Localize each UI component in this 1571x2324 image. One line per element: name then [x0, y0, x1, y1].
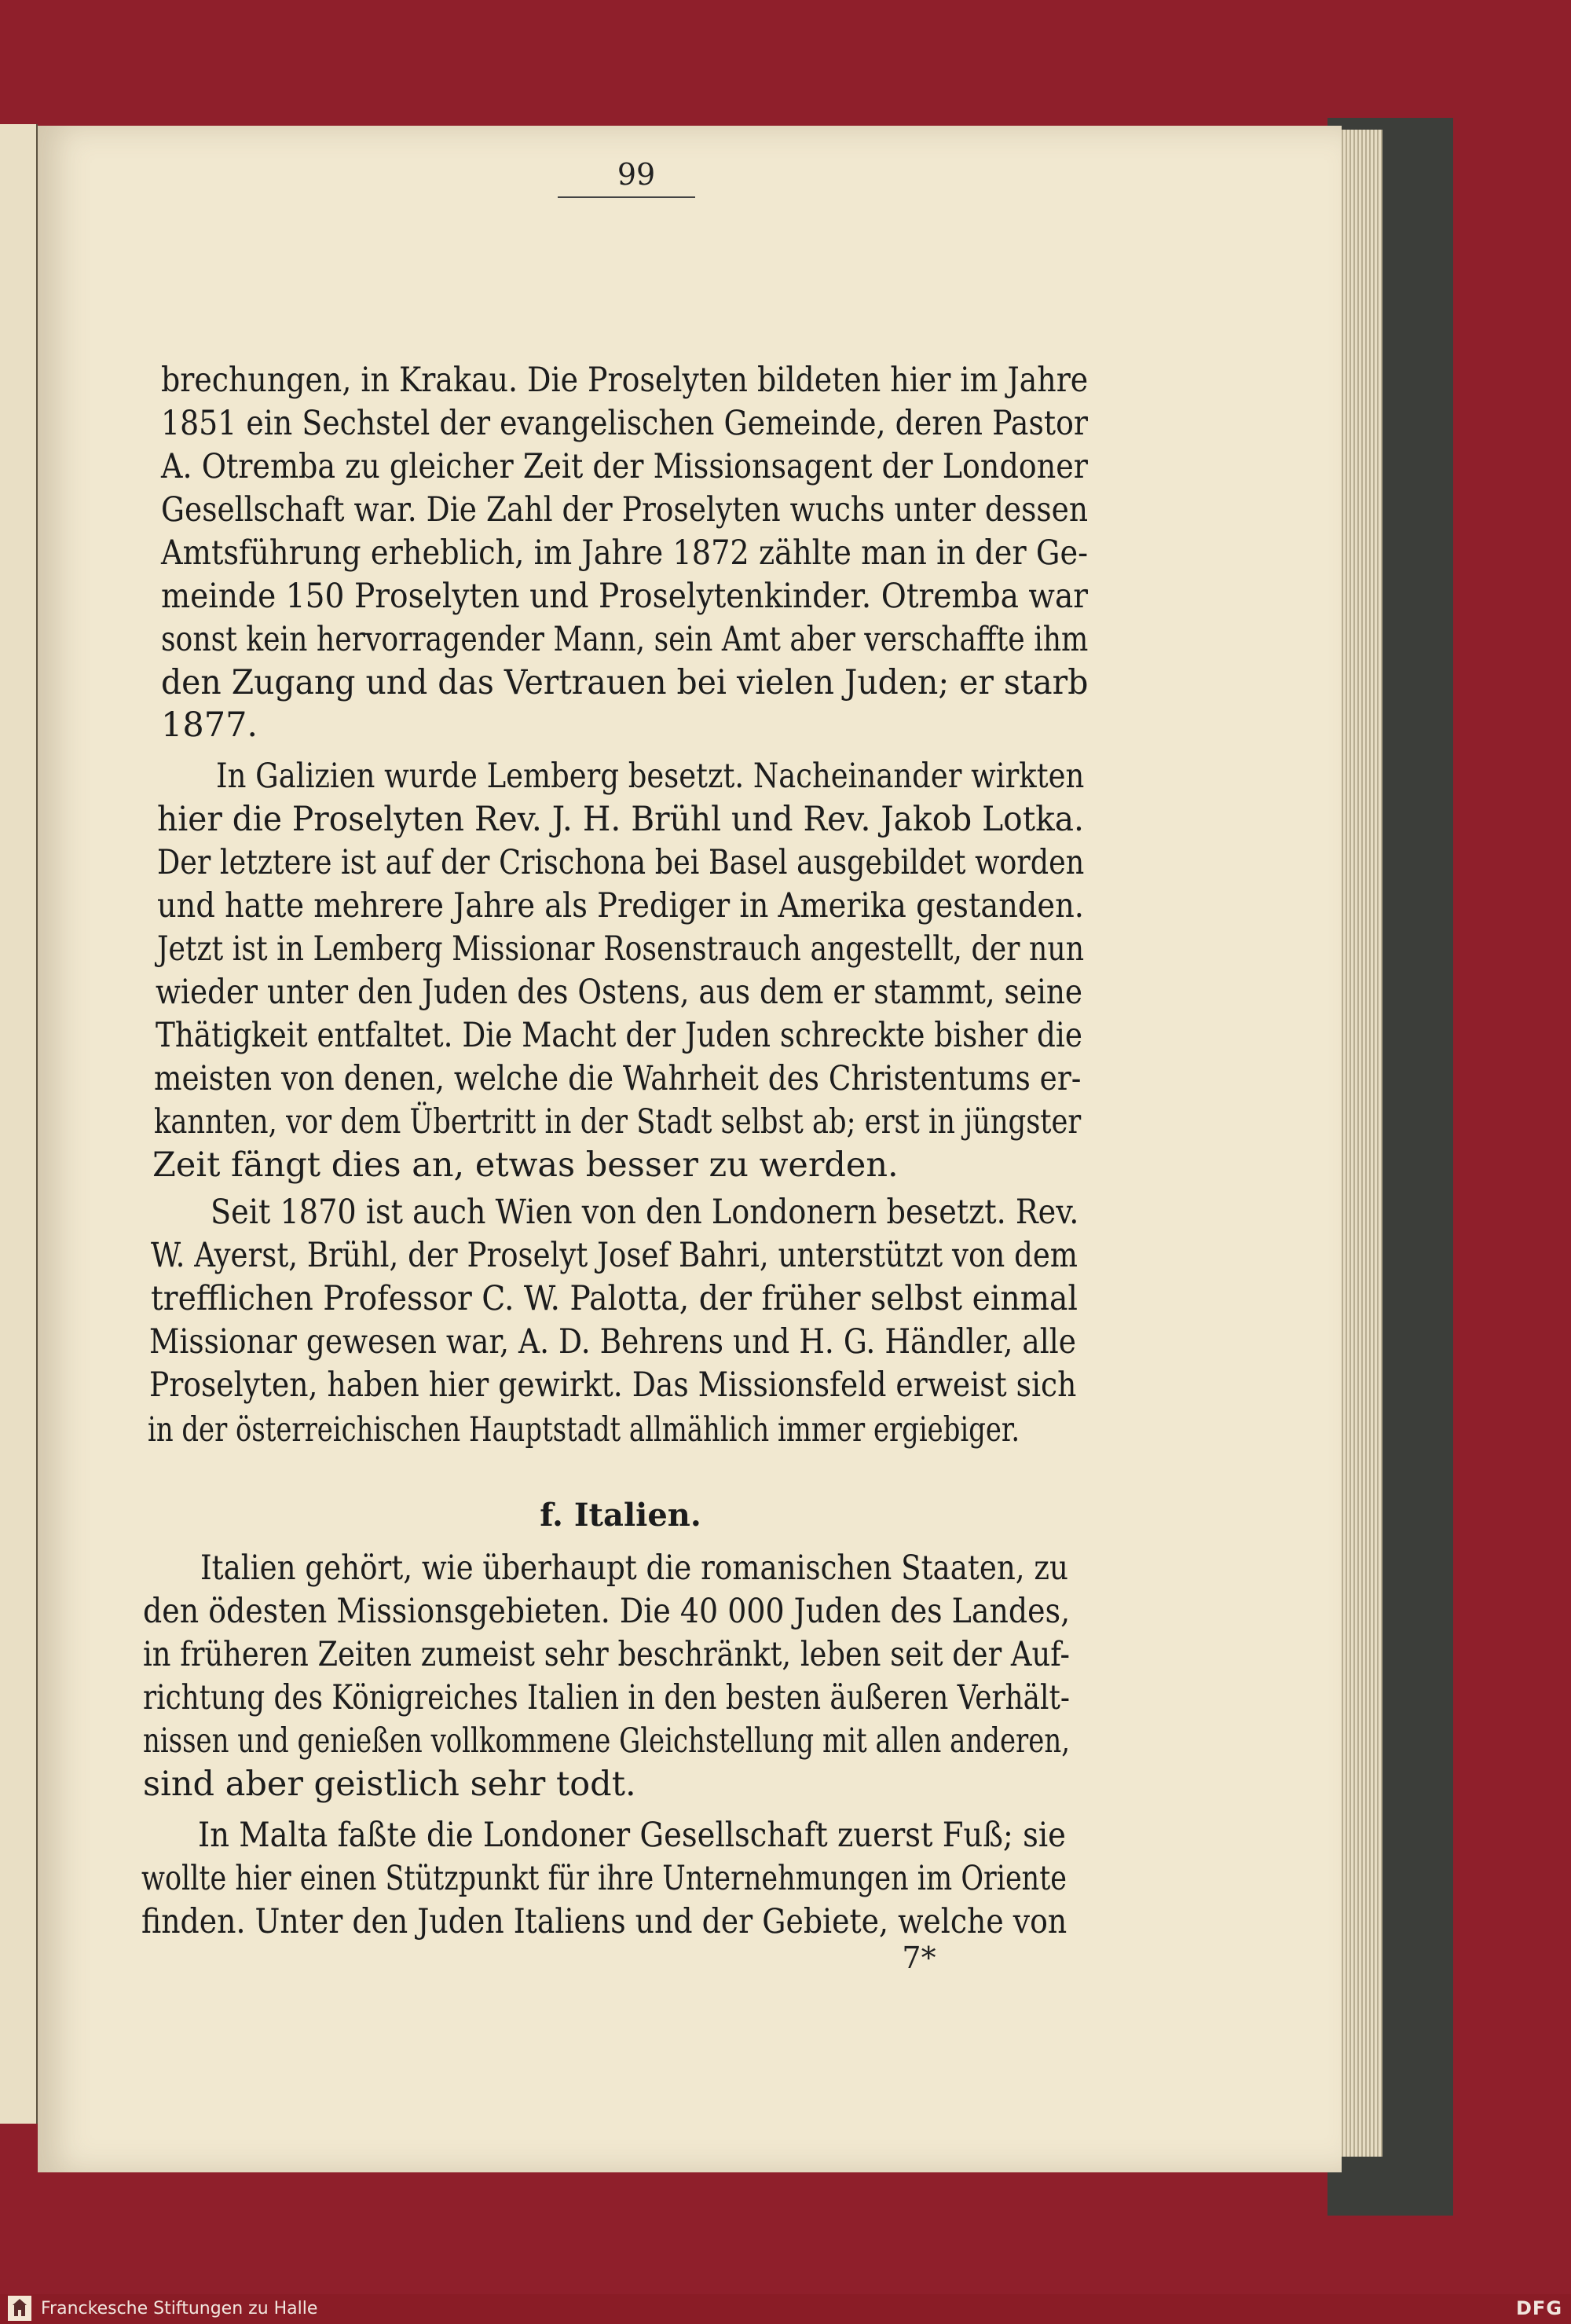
text-line: trefflichen Professor C. W. Palotta, der früher selbst einmal [151, 1279, 1078, 1318]
text-line: wieder unter den Juden des Ostens, aus dem er stammt, seine [156, 973, 1083, 1012]
text-line: Italien gehört, wie überhaupt die romanischen Staaten, zu [200, 1549, 1068, 1588]
institution-logo-icon [8, 2296, 31, 2321]
text-line: Zeit fängt dies an, etwas besser zu werden. [152, 1146, 899, 1185]
text-line: Seit 1870 ist auch Wien von den Londonern besetzt. Rev. [211, 1193, 1079, 1232]
dfg-logo: DFG [1516, 2297, 1563, 2319]
text-line: kannten, vor dem Übertritt in der Stadt selbst ab; erst in jüngster [154, 1102, 1082, 1142]
text-line: richtung des Königreiches Italien in den besten äußeren Verhält- [143, 1678, 1070, 1717]
text-line: nissen und genießen vollkommene Gleichstellung mit allen anderen, [143, 1721, 1071, 1761]
text-line: Amtsführung erheblich, im Jahre 1872 zählte man in der Ge- [161, 533, 1089, 573]
page-number: 99 [617, 157, 656, 192]
text-line: Gesellschaft war. Die Zahl der Proselyten wuchs unter dessen [161, 490, 1089, 530]
header-rule [558, 196, 695, 198]
text-line: In Galizien wurde Lemberg besetzt. Nacheinander wirkten [216, 757, 1085, 796]
text-line: den ödesten Missionsgebieten. Die 40 000 Juden des Landes, [143, 1592, 1071, 1631]
text-line: den Zugang und das Vertrauen bei vielen Juden; er starb [161, 663, 1089, 702]
text-line: 1851 ein Sechstel der evangelischen Gemeinde, deren Pastor [161, 404, 1088, 443]
section-heading: f. Italien. [540, 1497, 701, 1534]
text-line: und hatte mehrere Jahre als Prediger in Amerika gestanden. [157, 886, 1084, 926]
left-page-edge [0, 124, 38, 2124]
text-line: W. Ayerst, Brühl, der Proselyt Josef Bahri, unterstützt von dem [151, 1236, 1078, 1275]
text-line: Der letztere ist auf der Crischona bei Basel ausgebildet worden [157, 843, 1085, 882]
institution-name: Franckesche Stiftungen zu Halle [41, 2299, 318, 2319]
text-line: Jetzt ist in Lemberg Missionar Rosenstrauch angestellt, der nun [157, 929, 1085, 969]
text-line: meinde 150 Proselyten und Proselytenkinder. Otremba war [161, 577, 1089, 616]
text-line: Thätigkeit entfaltet. Die Macht der Juden schreckte bisher die [156, 1016, 1082, 1055]
text-line: in der österreichischen Hauptstadt allmählich immer ergiebiger. [148, 1410, 1020, 1450]
text-line: Missionar gewesen war, A. D. Behrens und H. G. Händler, alle [149, 1322, 1076, 1362]
text-line: meisten von denen, welche die Wahrheit des Christentums er- [154, 1059, 1082, 1098]
text-line: sind aber geistlich sehr todt. [143, 1765, 636, 1804]
text-line: wollte hier einen Stützpunkt für ihre Unternehmungen im Oriente [141, 1859, 1067, 1898]
signature-mark: 7* [902, 1941, 936, 1975]
text-line: In Malta faßte die Londoner Gesellschaft zuerst Fuß; sie [198, 1816, 1066, 1855]
text-line: hier die Proselyten Rev. J. H. Brühl und Rev. Jakob Lotka. [157, 800, 1084, 839]
text-line: Proselyten, haben hier gewirkt. Das Missionsfeld erweist sich [149, 1365, 1077, 1405]
text-line: brechungen, in Krakau. Die Proselyten bildeten hier im Jahre [161, 361, 1089, 400]
text-line: 1877. [161, 706, 258, 745]
text-line: sonst kein hervorragender Mann, sein Amt aber verschaffte ihm [161, 620, 1089, 659]
text-line: in früheren Zeiten zumeist sehr beschränkt, leben seit der Auf- [143, 1635, 1070, 1674]
text-line: finden. Unter den Juden Italiens und der Gebiete, welche von [141, 1902, 1067, 1941]
text-line: A. Otremba zu gleicher Zeit der Missionsagent der Londoner [161, 447, 1088, 486]
